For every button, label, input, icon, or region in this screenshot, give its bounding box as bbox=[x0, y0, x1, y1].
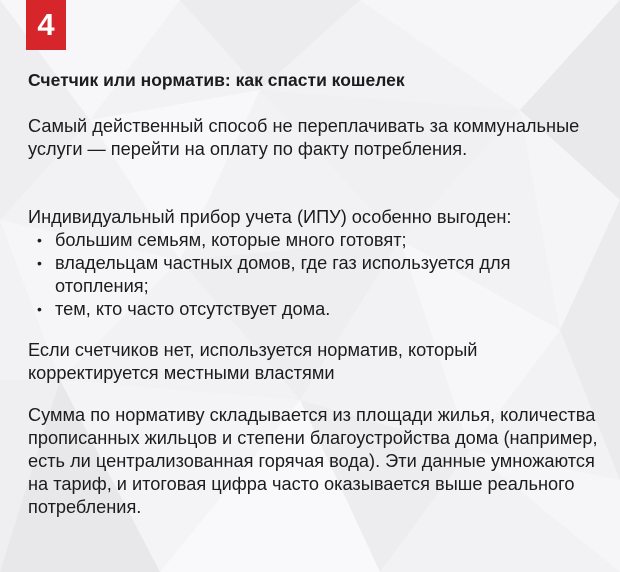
list-item-text: большим семьям, которые много готовят; bbox=[55, 230, 407, 250]
list-item bbox=[28, 229, 598, 252]
bullet-icon: • bbox=[37, 255, 42, 271]
calculation-paragraph: Сумма по нормативу складывается из площади жилья, количества прописанных жильцов и степени благоустройства дома (например, есть ли централизованная горячая вода). Эти данные умножаются на тариф, и итоговая цифра часто оказывается выше реального потребления. bbox=[28, 405, 598, 517]
list-item-text: владельцам частных домов, где газ используется для отопления; bbox=[55, 253, 511, 296]
list-item bbox=[28, 252, 598, 298]
ipu-lead-paragraph: Индивидуальный прибор учета (ИПУ) особенно выгоден: bbox=[28, 207, 512, 227]
slide-number-badge: 4 bbox=[26, 0, 66, 50]
intro-paragraph: Самый действенный способ не переплачивать за коммунальные услуги — перейти на оплату по факту потребления. bbox=[28, 116, 580, 159]
page-title: Счетчик или норматив: как спасти кошелек bbox=[28, 70, 405, 90]
bullet-icon: • bbox=[37, 301, 42, 317]
no-meter-paragraph: Если счетчиков нет, используется норматив, который корректируется местными властями bbox=[28, 340, 478, 383]
list-item bbox=[28, 298, 598, 321]
benefit-list bbox=[28, 229, 598, 321]
list-item-text: тем, кто часто отсутствует дома. bbox=[55, 299, 331, 319]
bullet-icon: • bbox=[37, 232, 42, 248]
